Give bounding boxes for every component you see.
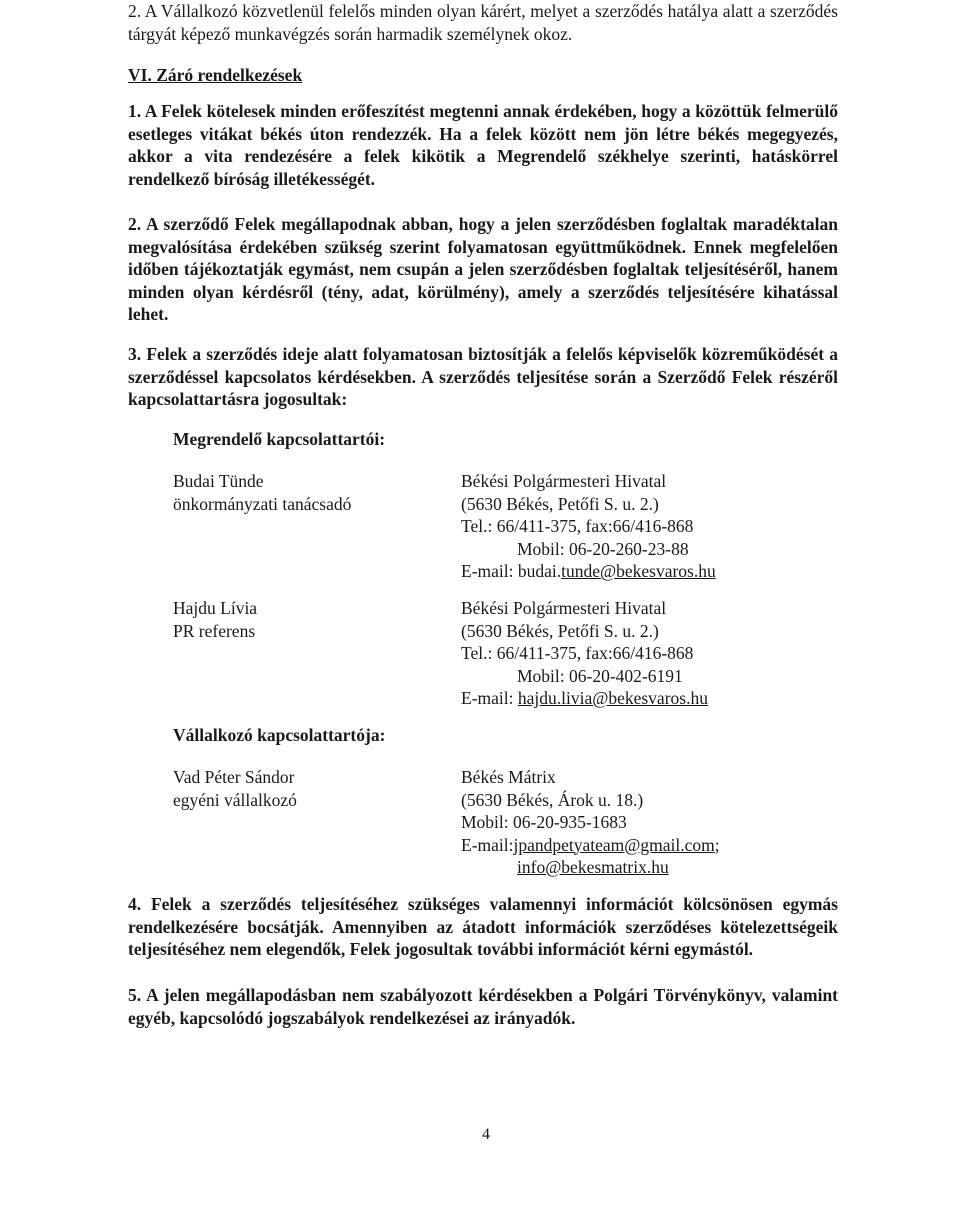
contact-address: (5630 Békés, Árok u. 18.) <box>461 789 644 810</box>
section-heading: VI. Záró rendelkezések <box>128 65 303 85</box>
contractor-contact-details <box>461 766 841 879</box>
client-contact-2-person <box>173 597 443 642</box>
contact-role: önkormányzati tanácsadó <box>173 493 352 514</box>
paragraph-4: 4. Felek a szerződés teljesítéséhez szükséges valamennyi információt kölcsönösen egymás rendelkezésére bocsátják. Amennyiben az átadott információk szerződéses kötelezettségeik teljesítéséhez nem elegendők, Felek jogosultak további információt kérni egymástól. <box>128 894 838 959</box>
contact-org: Békési Polgármesteri Hivatal <box>461 598 667 618</box>
email-label: E-mail: <box>461 834 514 855</box>
email-label: E-mail: budai. <box>461 561 562 581</box>
email-label: E-mail: <box>461 688 518 708</box>
page-number: 4 <box>482 1126 490 1143</box>
client-contact-2-details <box>461 597 841 710</box>
contact-org: Békés Mátrix <box>461 767 556 787</box>
contact-role: egyéni vállalkozó <box>173 789 297 810</box>
contact-email-line-2 <box>461 856 841 879</box>
contact-email-line <box>461 687 841 710</box>
contact-email-line <box>461 560 841 583</box>
contact-mobile: Mobil: 06-20-260-23-88 <box>517 538 689 559</box>
contact-address: (5630 Békés, Petőfi S. u. 2.) <box>461 493 659 514</box>
client-contacts-heading: Megrendelő kapcsolattartói: <box>173 429 386 449</box>
email-link-2[interactable]: info@bekesmatrix.hu <box>517 857 669 877</box>
client-contact-1-details <box>461 470 841 583</box>
email-link[interactable]: tunde@bekesvaros.hu <box>561 561 716 581</box>
contact-name: Hajdu Lívia <box>173 598 258 618</box>
contact-org: Békési Polgármesteri Hivatal <box>461 471 667 491</box>
email-separator: ; <box>714 834 720 855</box>
contact-email-line <box>461 834 841 857</box>
email-link[interactable]: hajdu.livia@bekesvaros.hu <box>517 688 708 708</box>
contact-mobile: Mobil: 06-20-935-1683 <box>461 812 627 832</box>
contact-mobile: Mobil: 06-20-402-6191 <box>517 665 683 686</box>
client-contact-1-person <box>173 470 443 515</box>
contact-address: (5630 Békés, Petőfi S. u. 2.) <box>461 620 659 641</box>
paragraph-1: 1. A Felek kötelesek minden erőfeszítést megtenni annak érdekében, hogy a közöttük felmerülő esetleges vitákat békés úton rendezzék. Ha a felek között nem jön létre békés megegyezés, akkor a vita rendezésére a felek kikötik a Megrendelő székhelye szerinti, hatáskörrel rendelkező bíróság illetékességét. <box>128 101 838 189</box>
paragraph-2: 2. A szerződő Felek megállapodnak abban, hogy a jelen szerződésben foglaltak maradéktalan megvalósítása érdekében szükség szerint folyamatosan együttműködnek. Ennek megfelelően időben tájékoztatják egymást, nem csupán a jelen szerződésben foglaltak teljesítéséről, hanem minden olyan kérdésről (tény, adat, körülmény), amely a szerződés teljesítésére kihatással lehet. <box>128 214 838 324</box>
email-link[interactable]: jpandpetyateam@gmail.com <box>513 834 715 855</box>
paragraph-5: 5. A jelen megállapodásban nem szabályozott kérdésekben a Polgári Törvénykönyv, valamint egyéb, kapcsolódó jogszabályok rendelkezései az irányadók. <box>128 985 838 1028</box>
paragraph-liability: 2. A Vállalkozó közvetlenül felelős minden olyan kárért, melyet a szerződés hatálya alatt a szerződés tárgyát képező munkavégzés során harmadik személynek okoz. <box>128 1 838 44</box>
contractor-contact-heading: Vállalkozó kapcsolattartója: <box>173 725 386 745</box>
paragraph-3: 3. Felek a szerződés ideje alatt folyamatosan biztosítják a felelős képviselők közreműködését a szerződéssel kapcsolatos kérdésekben. A szerződés teljesítése során a Szerződő Felek részéről kapcsolattartásra jogosultak: <box>128 344 838 409</box>
contact-name: Vad Péter Sándor <box>173 767 295 787</box>
contact-name: Budai Tünde <box>173 471 264 491</box>
contact-phone: Tel.: 66/411-375, fax:66/416-868 <box>461 643 694 663</box>
contact-phone: Tel.: 66/411-375, fax:66/416-868 <box>461 516 694 536</box>
contractor-contact-person <box>173 766 443 811</box>
contact-role: PR referens <box>173 620 256 641</box>
